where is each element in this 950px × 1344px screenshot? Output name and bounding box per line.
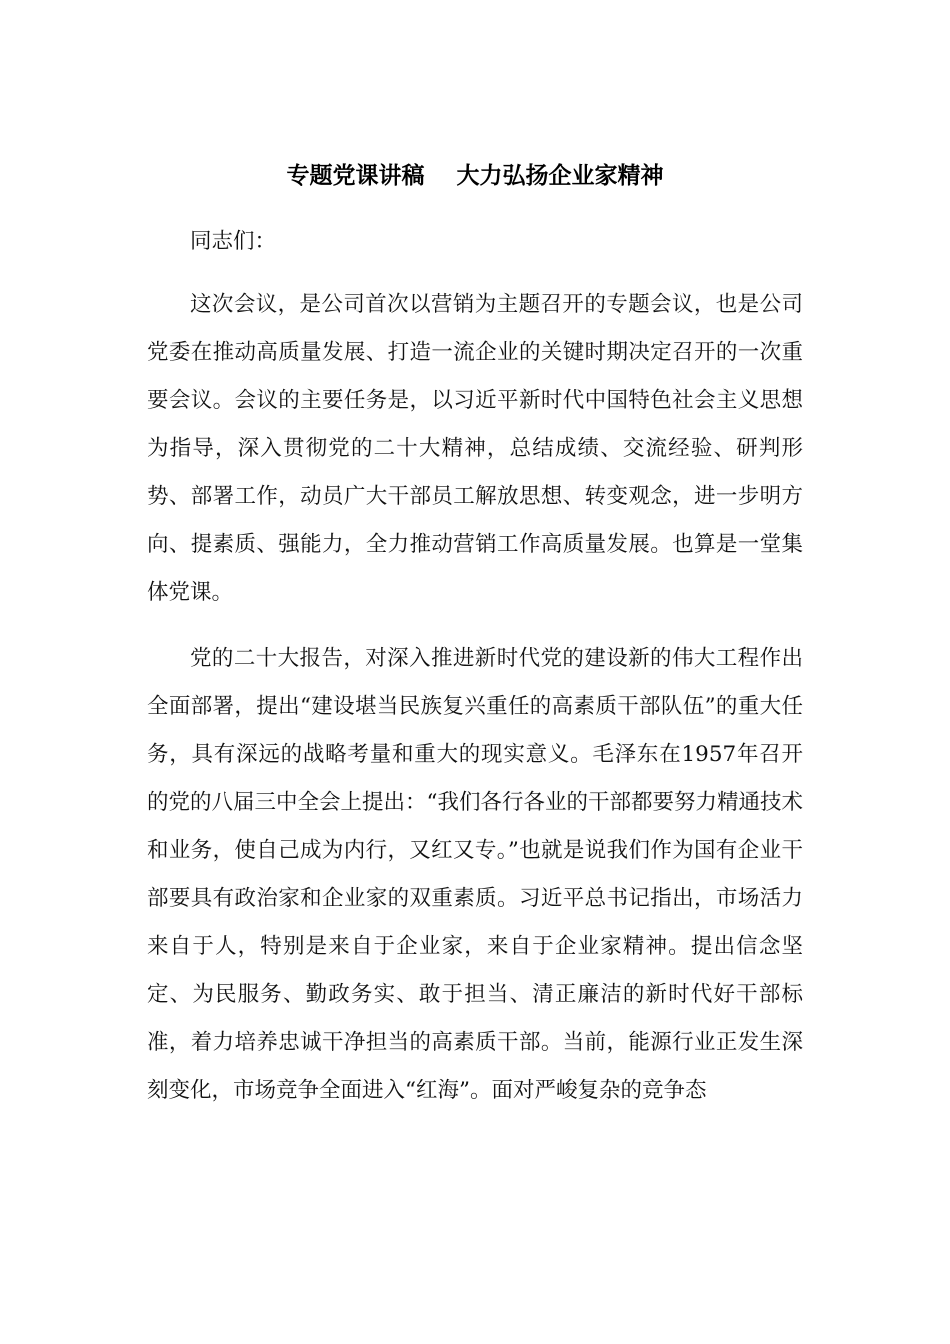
salutation: 同志们： [190,229,277,254]
document-body [147,218,803,1133]
paragraph: 这次会议，是公司首次以营销为主题召开的专题会议，也是公司党委在推动高质量发展、打造一流企业的关键时期决定召开的一次重要会议。会议的主要任务是，以习近平新时代中国特色社会主义思想为指导，深入贯彻党的二十大精神，总结成绩、交流经验、研判形势、部署工作，动员广大干部员工解放思想、转变观念，进一步明方向、提素质、强能力，全力推动营销工作高质量发展。也算是一堂集体党课。 [147,292,803,605]
document-title: 专题党课讲稿 大力弘扬企业家精神 [286,163,664,189]
paragraph: 党的二十大报告，对深入推进新时代党的建设新的伟大工程作出全面部署，提出“建设堪当民族复兴重任的高素质干部队伍”的重大任务，具有深远的战略考量和重大的现实意义。毛泽东在1957年召开的党的八届三中全会上提出：“我们各行各业的干部都要努力精通技术和业务，使自己成为内行，又红又专。”也就是说我们作为国有企业干部要具有政治家和企业家的双重素质。习近平总书记指出，市场活力来自于人，特别是来自于企业家，来自于企业家精神。提出信念坚定、为民服务、勤政务实、敢于担当、清正廉洁的新时代好干部标准，着力培养忠诚干净担当的高素质干部。当前，能源行业正发生深刻变化，市场竞争全面进入“红海”。面对严峻复杂的竞争态 [147,646,803,1103]
